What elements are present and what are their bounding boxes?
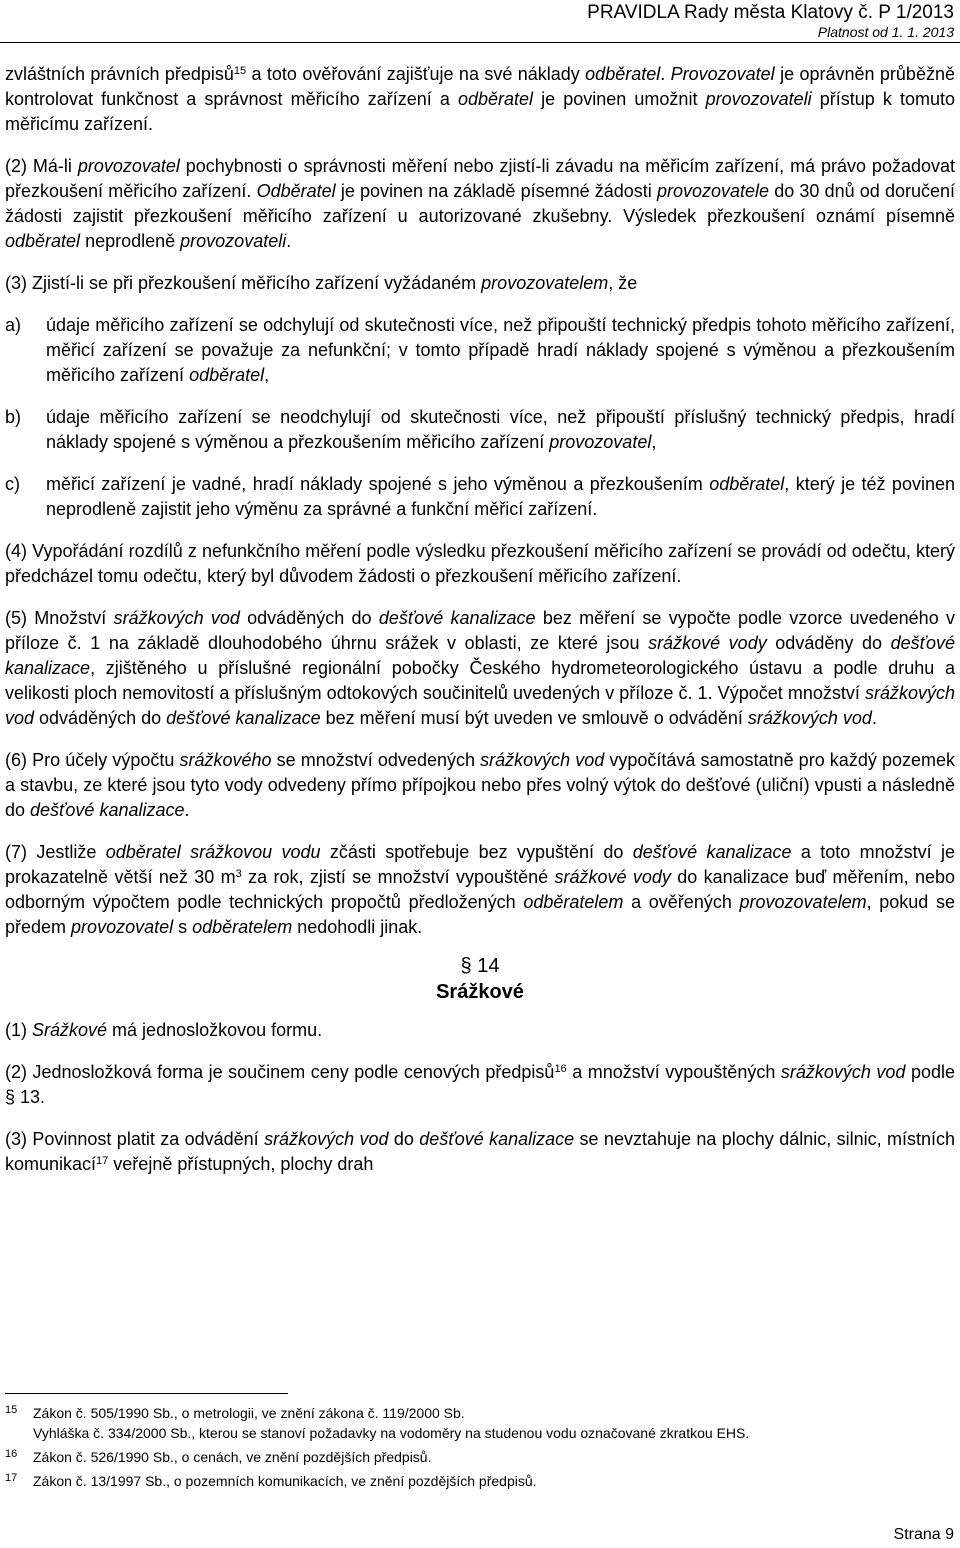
emphasized-term: srážkových vod xyxy=(264,1129,389,1149)
text-run: (6) Pro účely výpočtu xyxy=(5,750,180,770)
page-number: Strana 9 xyxy=(893,1526,954,1543)
footnote xyxy=(5,1471,955,1491)
text-run: veřejně přístupných, plochy drah xyxy=(108,1154,374,1174)
text-run: podle § 13. xyxy=(5,1062,955,1107)
paragraph-3 xyxy=(5,271,955,296)
section-title: Srážkové xyxy=(436,981,524,1003)
text-run: (5) Množství xyxy=(5,608,114,628)
document-body xyxy=(5,62,955,1177)
text-run: do 30 dnů od doručení žádosti zajistit přezkoušení měřicího zařízení u autorizované zkušebny. Výsledek přezkoušení oznámí písemně xyxy=(5,181,955,226)
emphasized-term: dešťové kanalizace xyxy=(30,800,185,820)
text-run: . xyxy=(871,708,877,728)
footnote-text: Vyhláška č. 334/2000 Sb., kterou se stanoví požadavky na vodoměry na studenou vodu označované zkratkou EHS. xyxy=(33,1425,750,1441)
footnotes xyxy=(5,1403,955,1495)
list-label: b) xyxy=(5,407,22,427)
text-run: se nevztahuje na plochy dálnic, silnic, místních komunikací xyxy=(5,1129,956,1174)
text-run: s xyxy=(173,917,193,937)
footnote-ref: 16 xyxy=(554,1063,567,1075)
emphasized-term: dešťové kanalizace xyxy=(5,633,955,678)
emphasized-term: provozovatele xyxy=(656,181,770,201)
text-run: do kanalizace buď měřením, nebo odborným výpočtem podle technických propočtů předložených xyxy=(5,867,955,912)
paragraph-7 xyxy=(5,840,955,940)
text-run: je povinen umožnit xyxy=(533,89,706,109)
emphasized-term: odběratel xyxy=(457,89,534,109)
text-run: (7) Jestliže xyxy=(5,842,106,862)
text-run: , že xyxy=(608,273,638,293)
emphasized-term: odběratelem xyxy=(192,917,293,937)
page-header xyxy=(587,2,954,40)
section-paragraph-3 xyxy=(5,1127,955,1177)
header-title: PRAVIDLA Rady města Klatovy č. P 1/2013 xyxy=(587,2,954,23)
text-run: , pokud se předem xyxy=(5,892,956,937)
emphasized-term: provozovatel xyxy=(71,917,174,937)
text-run: . xyxy=(286,231,292,251)
footnote-text: Zákon č. 13/1997 Sb., o pozemních komunikacích, ve znění pozdějších předpisů. xyxy=(33,1473,537,1489)
text-run: a množství vypouštěných xyxy=(566,1062,781,1082)
list-text xyxy=(46,472,955,522)
list-item-b xyxy=(5,405,955,455)
text-run: bez měření se vypočte podle vzorce uvedeného v příloze č. 1 na základě dlouhodobého úhrnu srážek v oblasti, ze které jsou xyxy=(5,608,955,653)
emphasized-term: Srážkové xyxy=(32,1020,108,1040)
footnote-text: Zákon č. 526/1990 Sb., o cenách, ve znění pozdějších předpisů. xyxy=(33,1449,432,1465)
footnote-ref: 3 xyxy=(235,868,242,880)
text-run: a toto množství je prokazatelně větší než 30 m xyxy=(5,842,955,887)
text-run: odváděných do xyxy=(34,708,167,728)
emphasized-term: provozovateli xyxy=(180,231,287,251)
section-symbol: § 14 xyxy=(460,955,500,977)
emphasized-term: Provozovatel xyxy=(670,64,775,84)
text-run: odváděny do xyxy=(766,633,891,653)
text-run: (1) xyxy=(5,1020,32,1040)
text-run: , který je též povinen neprodleně zajistit jeho výměnu za správné a funkční měřicí zařízení. xyxy=(46,474,955,519)
emphasized-term: srážkových vod xyxy=(747,708,872,728)
emphasized-term: odběratel xyxy=(189,365,265,385)
emphasized-term: dešťové kanalizace xyxy=(378,608,536,628)
emphasized-term: srážkových vod xyxy=(780,1062,906,1082)
text-run: údaje měřicího zařízení se neodchylují od skutečnosti více, než připouští příslušný technický předpis, hradí náklady spojené s výměnou a přezkoušením měřicího zařízení xyxy=(46,407,955,452)
text-run: nedohodli jinak. xyxy=(292,917,423,937)
text-run: do xyxy=(388,1129,420,1149)
header-divider xyxy=(0,42,960,43)
emphasized-term: Odběratel xyxy=(256,181,336,201)
footnote-number: 16 xyxy=(5,1448,18,1460)
paragraph-4 xyxy=(5,539,955,589)
footnote-number: 15 xyxy=(5,1404,18,1416)
text-run: je povinen na základě písemné žádosti xyxy=(335,181,657,201)
emphasized-term: srážkového xyxy=(179,750,272,770)
list-text xyxy=(46,405,955,455)
emphasized-term: srážkové vody xyxy=(648,633,767,653)
emphasized-term: srážkových vod xyxy=(5,683,955,728)
emphasized-term: provozovatelem xyxy=(481,273,609,293)
list-text xyxy=(46,313,955,388)
text-run: údaje měřicího zařízení se odchylují od skutečnosti více, než připouští technický předpis tohoto měřicího zařízení, měřicí zařízení se považuje za nefunkční; v tomto případě hradí náklady spojené s výměnou a přezkoušením měřicího zařízení xyxy=(46,315,955,385)
emphasized-term: srážkové vody xyxy=(554,867,671,887)
footnote-ref: 17 xyxy=(96,1155,109,1167)
emphasized-term: provozovatel xyxy=(77,156,180,176)
text-run: a ověřených xyxy=(623,892,740,912)
footnote-ref: 15 xyxy=(233,65,247,77)
text-run: měřicí zařízení je vadné, hradí náklady spojené s jeho výměnou a přezkoušením xyxy=(46,474,710,494)
emphasized-term: odběratelem xyxy=(523,892,624,912)
text-run: za rok, zjistí se množství vypouštěné xyxy=(241,867,555,887)
text-run: je oprávněn průběžně kontrolovat funkčnost a správnost měřicího zařízení a xyxy=(5,64,955,109)
emphasized-term: odběratel xyxy=(585,64,661,84)
paragraph-6 xyxy=(5,748,955,823)
text-run: zčásti spotřebuje bez vypuštění do xyxy=(320,842,633,862)
text-run: , xyxy=(264,365,270,385)
text-run: má jednosložkovou formu. xyxy=(107,1020,323,1040)
emphasized-term: provozovatelem xyxy=(739,892,867,912)
paragraph-1 xyxy=(5,62,955,137)
emphasized-term: odběratel srážkovou vodu xyxy=(105,842,321,862)
text-run: a toto ověřování zajišťuje na své náklady xyxy=(246,64,586,84)
emphasized-term: srážkových vod xyxy=(113,608,240,628)
text-run: pochybnosti o správnosti měření nebo zjistí-li závadu na měřicím zařízení, má právo požadovat přezkoušení měřicího zařízení. xyxy=(5,156,955,201)
emphasized-term: srážkových vod xyxy=(480,750,605,770)
paragraph-2 xyxy=(5,154,955,254)
list-label: c) xyxy=(5,474,20,494)
emphasized-term: odběratel xyxy=(5,231,81,251)
footnote-text: Zákon č. 505/1990 Sb., o metrologii, ve znění zákona č. 119/2000 Sb. xyxy=(33,1405,465,1421)
section-paragraph-2 xyxy=(5,1060,955,1110)
section-heading xyxy=(5,953,955,1005)
text-run: (3) Zjistí-li se při přezkoušení měřicího zařízení vyžádaném xyxy=(5,273,482,293)
emphasized-term: provozovateli xyxy=(705,89,812,109)
paragraph-5 xyxy=(5,606,955,731)
text-run: přístup k tomuto měřicímu zařízení. xyxy=(5,89,956,134)
text-run: vypočítává samostatně pro každý pozemek a stavbu, ze které jsou tyto vody odvedeny přímo přípojkou nebo přes volný výtok do dešťové (uliční) vpusti a následně do xyxy=(5,750,955,820)
text-run: (2) Má-li xyxy=(5,156,78,176)
emphasized-term: dešťové kanalizace xyxy=(166,708,321,728)
footnote xyxy=(5,1403,955,1443)
list-item-a xyxy=(5,313,955,388)
text-run: bez měření musí být uveden ve smlouvě o odvádění xyxy=(320,708,748,728)
text-run: (3) Povinnost platit za odvádění xyxy=(5,1129,265,1149)
text-run: . xyxy=(660,64,671,84)
header-date: Platnost od 1. 1. 2013 xyxy=(817,24,954,40)
text-run: . xyxy=(184,800,190,820)
text-run: zvláštních právních předpisů xyxy=(5,64,234,84)
text-run: se množství odvedených xyxy=(271,750,481,770)
text-run: , xyxy=(651,432,657,452)
list-item-c xyxy=(5,472,955,522)
text-run: , zjištěného u příslušné regionální pobočky Českého hydrometeorologického ústavu a podle druhu a velikosti ploch nemovitostí a příslušným odtokových součinitelů uvedených v příloze č. 1. Výpočet množství xyxy=(5,658,955,703)
emphasized-term: dešťové kanalizace xyxy=(419,1129,575,1149)
emphasized-term: dešťové kanalizace xyxy=(632,842,792,862)
text-run: (4) Vypořádání rozdílů z nefunkčního měření podle výsledku přezkoušení měřicího zařízení se provádí od odečtu, který předcházel tomu odečtu, který byl důvodem žádosti o přezkoušení měřicího zařízení. xyxy=(5,541,955,586)
section-paragraph-1 xyxy=(5,1018,955,1043)
text-run: (2) Jednosložková forma je součinem ceny podle cenových předpisů xyxy=(5,1062,555,1082)
footnote-number: 17 xyxy=(5,1472,18,1484)
emphasized-term: odběratel xyxy=(709,474,785,494)
list-label: a) xyxy=(5,315,22,335)
text-run: neprodleně xyxy=(80,231,181,251)
footnote xyxy=(5,1447,955,1467)
footnote-divider xyxy=(5,1393,288,1394)
emphasized-term: provozovatel xyxy=(549,432,652,452)
text-run: odváděných do xyxy=(239,608,379,628)
